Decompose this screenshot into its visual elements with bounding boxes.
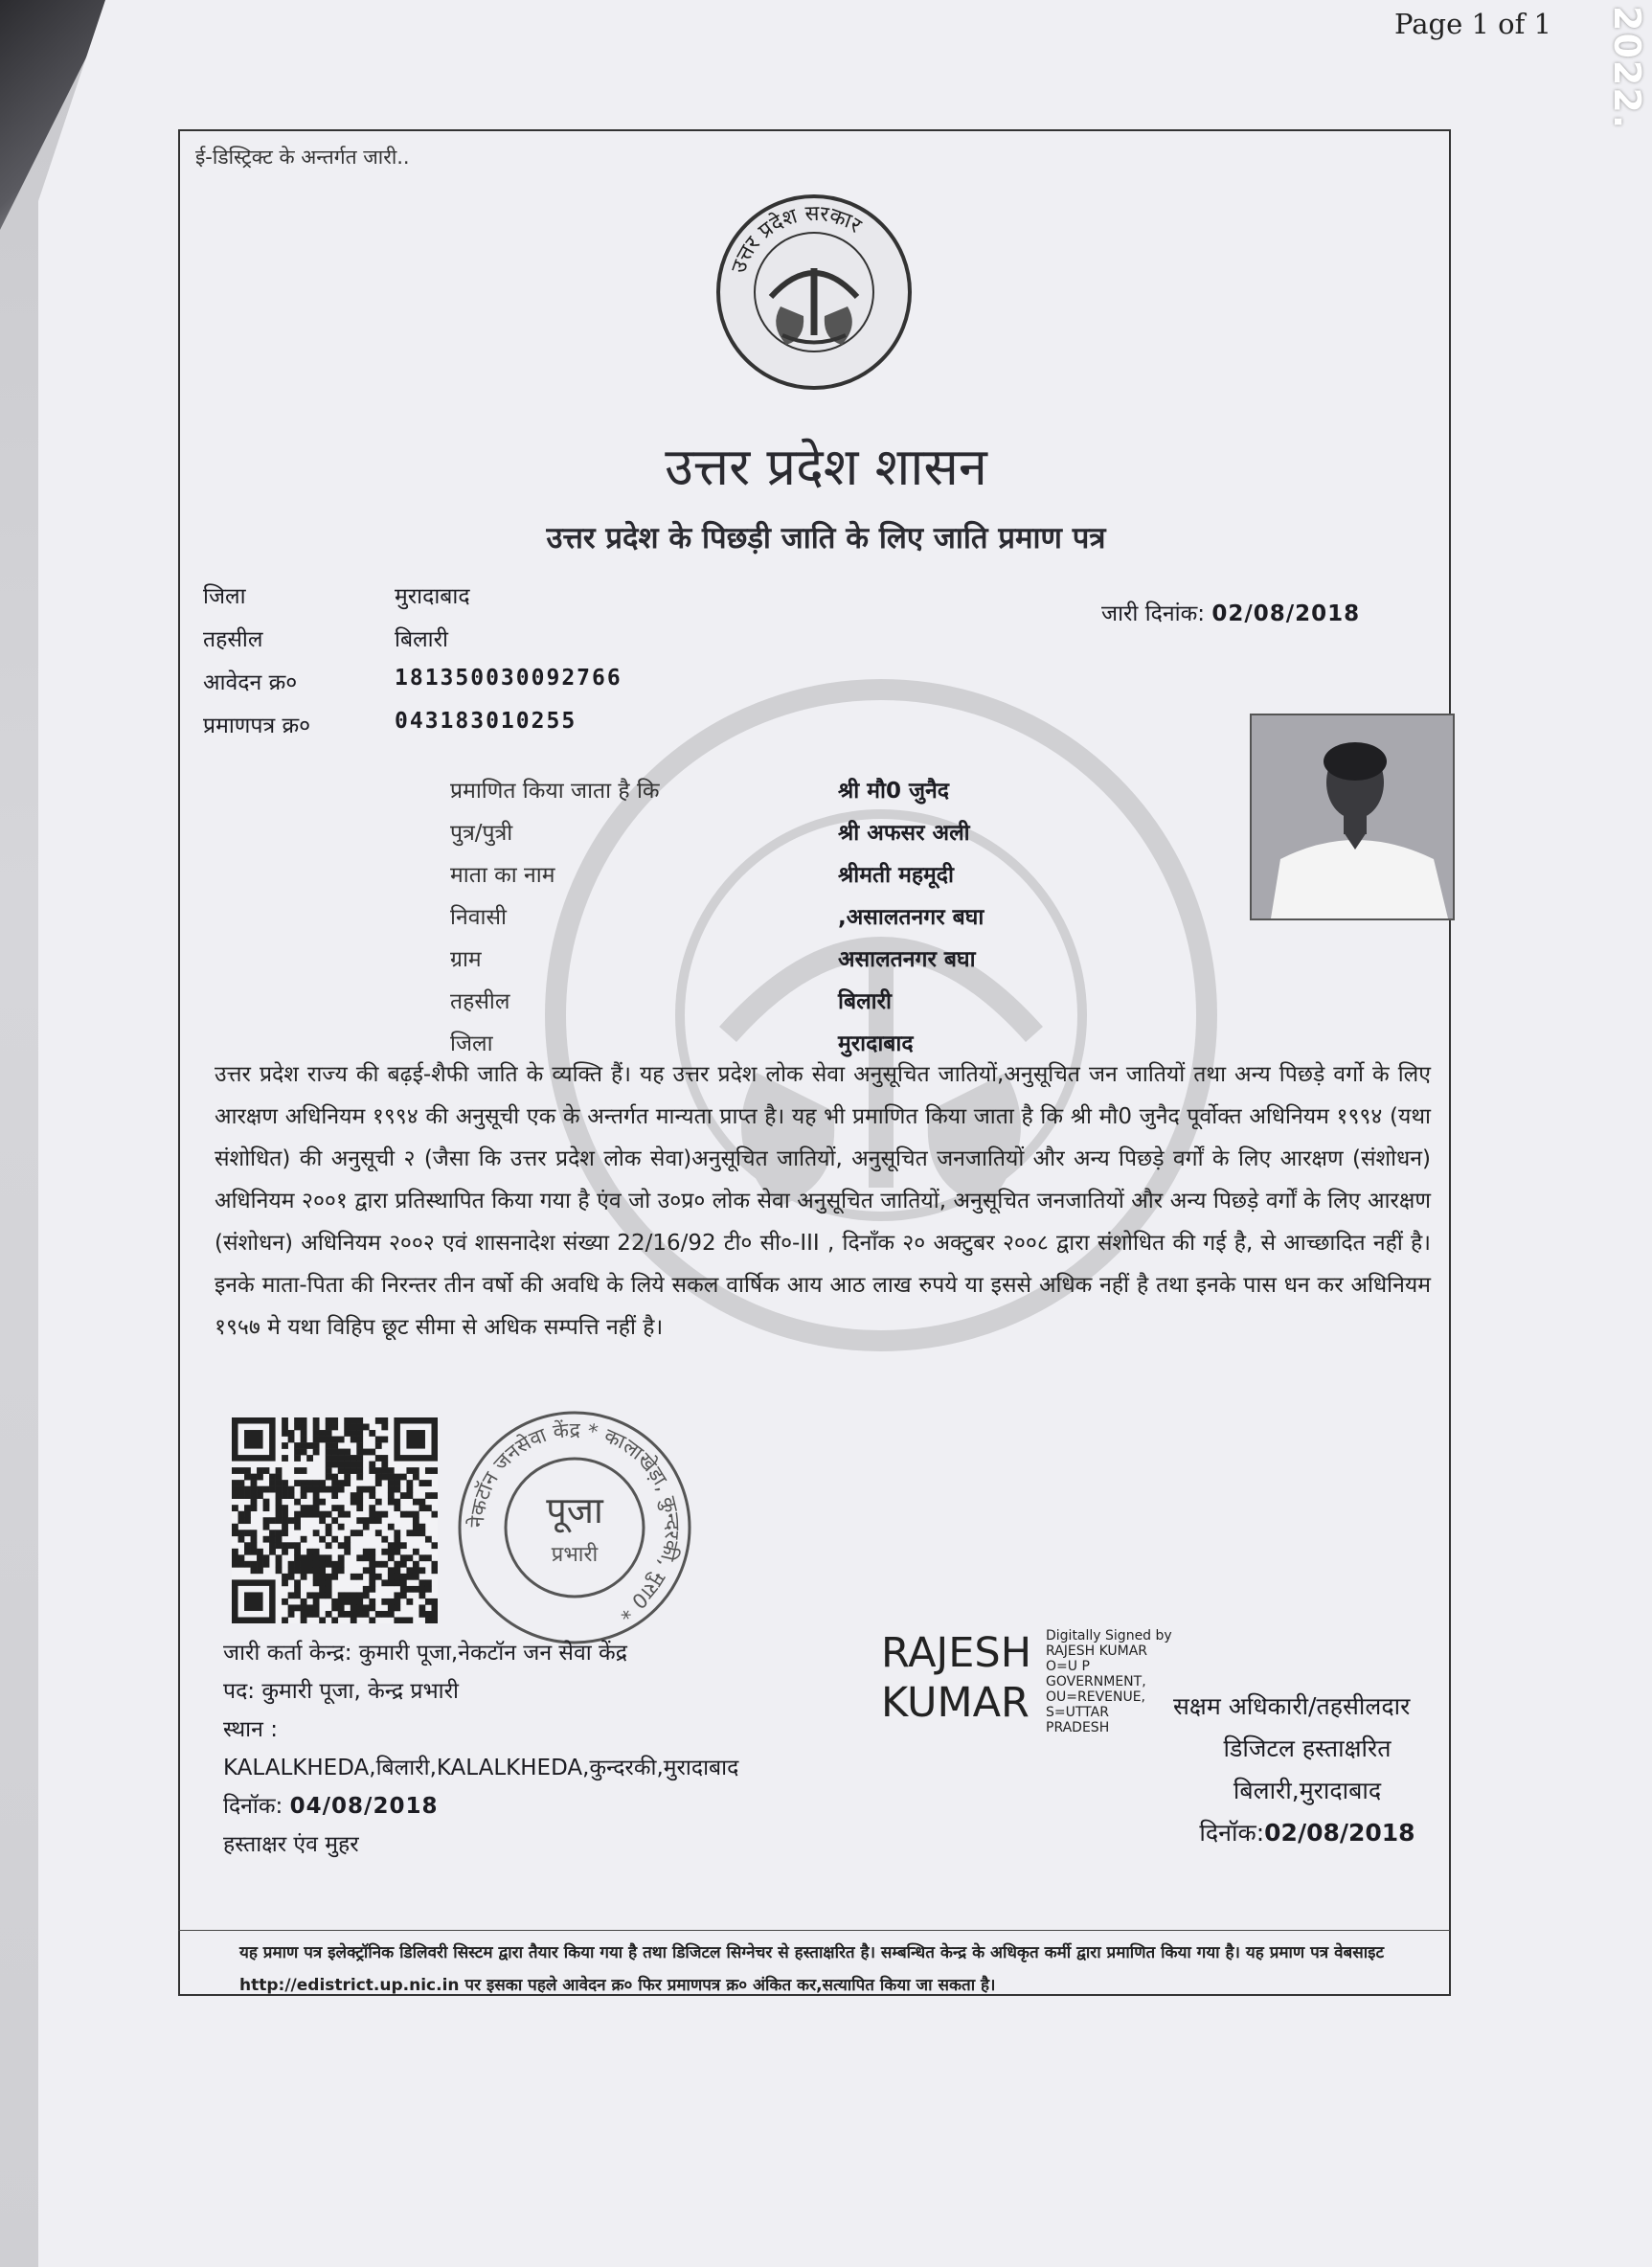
issuer-date-row xyxy=(223,1787,738,1825)
detail-tehsil-value: बिलारी xyxy=(838,989,893,1014)
district-value: मुरादाबाद xyxy=(395,584,470,609)
authority-location: बिलारी,मुरादाबाद xyxy=(1233,1777,1382,1804)
authority-date-label: दिनॉक: xyxy=(1199,1819,1265,1847)
certificate-label: प्रमाणपत्र क्र० xyxy=(203,714,311,738)
resident-value: ,असालतनगर बघा xyxy=(838,905,984,930)
issuer-place-label: स्थान : xyxy=(223,1717,278,1742)
issuer-block xyxy=(223,1634,738,1864)
tehsil-label: तहसील xyxy=(203,627,263,652)
issuer-date: 04/08/2018 xyxy=(289,1794,439,1819)
applicant-photo xyxy=(1250,714,1455,920)
seal-role-text: प्रभारी xyxy=(551,1543,599,1567)
authority-block xyxy=(1173,1686,1480,1854)
person-silhouette-icon xyxy=(1252,715,1453,918)
page-title: उत्तर प्रदेश शासन xyxy=(665,437,987,497)
footer-note: यह प्रमाण पत्र इलेक्ट्रॉनिक डिलिवरी सिस्टम द्वारा तैयार किया गया है तथा डिजिटल सिग्नेचर से हस्ताक्षरित है। सम्बन्धित केन्द्र के अधिकृत कर्मी द्वारा प्रमाणित किया गया है। यह प्रमाण पत्र वेबसाइट http://edistrict.up.nic.in पर इसका पहले आवेदन क्र० फिर प्रमाणपत्र क्र० अंकित कर,सत्यापित किया जा सकता है। xyxy=(239,1943,1385,1995)
application-number: 181350030092766 xyxy=(395,666,622,691)
signer-first-name: RAJESH xyxy=(881,1629,1032,1677)
mother-label: माता का नाम xyxy=(450,863,555,888)
issuer-place: KALALKHEDA,बिलारी,KALALKHEDA,कुन्दरकी,मुरादाबाद xyxy=(223,1756,739,1780)
issue-date-label: जारी दिनांक: xyxy=(1101,601,1206,626)
signer-last-name: KUMAR xyxy=(881,1679,1030,1727)
page-number: Page 1 of 1 xyxy=(1394,8,1551,40)
photo-timestamp: 2022. xyxy=(1606,6,1648,131)
certificate-subtitle: उत्तर प्रदेश के पिछड़ी जाति के लिए जाति प्रमाण पत्र xyxy=(546,521,1106,555)
up-government-emblem-icon xyxy=(713,192,915,393)
detail-district-label: जिला xyxy=(450,1031,493,1056)
digital-signature xyxy=(881,1628,1172,1735)
intro-line: ई-डिस्ट्रिक्ट के अन्तर्गत जारी.. xyxy=(195,146,410,169)
village-label: ग्राम xyxy=(450,947,482,972)
seal-center-text: पूजा xyxy=(546,1489,603,1531)
issuer-center: जारी कर्ता केन्द्र: कुमारी पूजा,नेकटॉन जन सेवा केंद्र xyxy=(223,1641,627,1666)
authority-designation: सक्षम अधिकारी/तहसीलदार xyxy=(1173,1692,1411,1720)
certified-label: प्रमाणित किया जाता है कि xyxy=(450,779,660,804)
qr-code-icon xyxy=(232,1417,438,1623)
tehsil-value: बिलारी xyxy=(395,627,449,652)
signature-details: Digitally Signed by RAJESH KUMAR O=U P GOVERNMENT, OU=REVENUE, S=UTTAR PRADESH xyxy=(1046,1628,1172,1735)
authority-signed: डिजिटल हस्ताक्षरित xyxy=(1223,1734,1392,1762)
authority-date-row xyxy=(1173,1812,1441,1854)
detail-tehsil-label: तहसील xyxy=(450,989,510,1014)
certificate-body-text: उत्तर प्रदेश राज्य की बढ़ई-शैफी जाति के व्यक्ति हैं। यह उत्तर प्रदेश लोक सेवा अनुसूचित जातियों,अनुसूचित जन जातियों तथा अन्य पिछड़े वर्गो के लिए आरक्षण अधिनियम १९९४ की अनुसूची एक के अन्तर्गत मान्यता प्राप्त है। यह भी प्रमाणित किया जाता है कि श्री मौ0 जुनैद पूर्वोक्त अधिनियम १९९४ (यथा संशोधित) की अनुसूची २ (जैसा कि उत्तर प्रदेश लोक सेवा)अनुसूचित जातियों, अनुसूचित जनजातियों और अन्य पिछड़े वर्गों के लिए आरक्षण (संशोधन) अधिनियम २००१ द्वारा प्रतिस्थापित किया गया है एंव जो उ०प्र० लोक सेवा अनुसूचित जातियों, अनुसूचित जनजातियों और अन्य पिछड़े वर्गों के लिए आरक्षण (संशोधन) अधिनियम २००२ एवं शासनादेश संख्या 22/16/92 टी० सी०-III , दिनाँक २० अक्टुबर २००८ द्वारा संशोधित की गई है, से आच्छादित नहीं है।इनके माता-पिता की निरन्तर तीन वर्षो की अवधि के लिये सकल वार्षिक आय आठ लाख रुपये या इससे अधिक नहीं है तथा इनके पास धन कर अधिनियम १९५७ मे यथा विहिप छूट सीमा से अधिक सम्पत्ति नहीं है। xyxy=(215,1062,1432,1340)
certificate-number: 043183010255 xyxy=(395,709,577,734)
parent-name: श्री अफसर अली xyxy=(838,821,970,846)
village-value: असालतनगर बघा xyxy=(838,947,976,972)
resident-label: निवासी xyxy=(450,905,507,930)
applicant-name: श्री मौ0 जुनैद xyxy=(838,779,950,804)
footer-divider xyxy=(178,1930,1450,1931)
issuer-signature-label: हस्ताक्षर एंव मुहर xyxy=(223,1832,359,1857)
district-label: जिला xyxy=(203,584,246,609)
mother-name: श्रीमती महमूदी xyxy=(838,863,954,888)
parent-label: पुत्र/पुत्री xyxy=(450,821,513,846)
issue-date xyxy=(1101,597,1360,627)
issuer-date-label: दिनॉक: xyxy=(223,1794,283,1819)
authority-date: 02/08/2018 xyxy=(1264,1819,1415,1847)
seal-ring-text: नेकटॉन जनसेवा केंद्र * कालाखेड़ा, कुन्दरकी, मुरा0 * xyxy=(464,1417,685,1624)
issuer-post: पद: कुमारी पूजा, केन्द्र प्रभारी xyxy=(223,1679,459,1704)
issuer-seal-icon xyxy=(450,1403,699,1652)
detail-district-value: मुरादाबाद xyxy=(838,1031,914,1056)
emblem-text: उत्तर प्रदेश सरकार xyxy=(727,201,866,277)
issue-date-value: 02/08/2018 xyxy=(1211,601,1361,626)
application-label: आवेदन क्र० xyxy=(203,670,298,695)
